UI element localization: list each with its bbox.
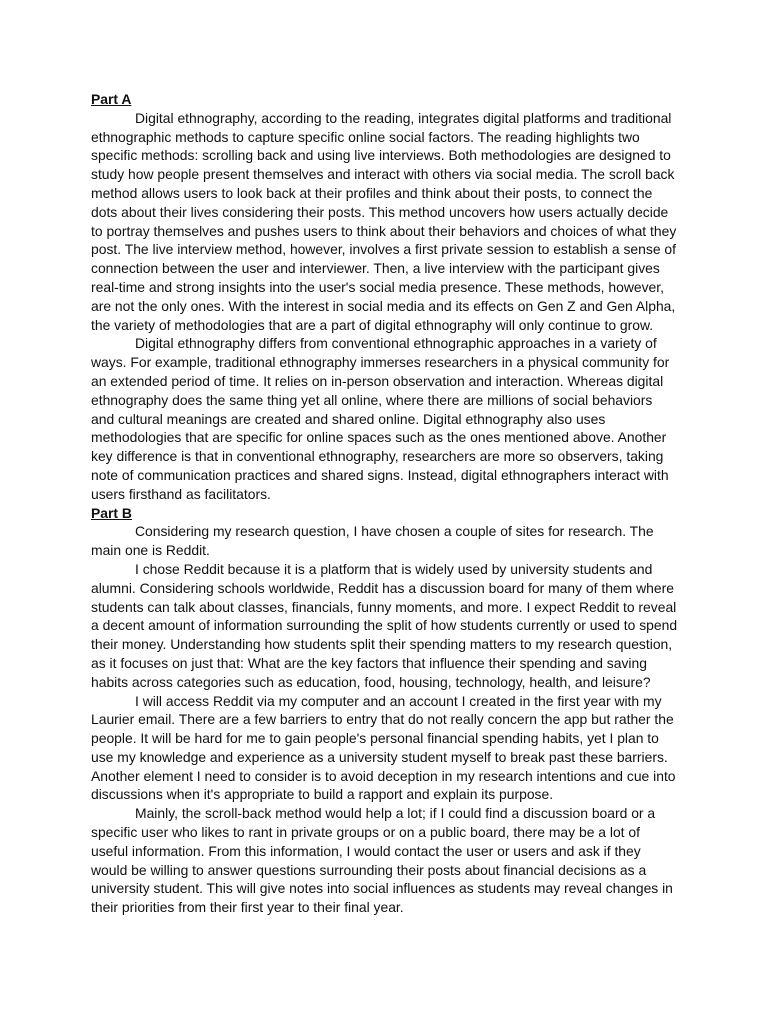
part-a-paragraph-2: Digital ethnography differs from conventional ethnographic approaches in a variety of ways. For example, traditional ethnography immerses researchers in a physical community for an extended period of time. It relies on in-person observation and interaction. Whereas digital ethnography does the same thing yet all online, where there are millions of social behaviors and cultural meanings are created and shared online. Digital ethnography also uses methodologies that are specific for online spaces such as the ones mentioned above. Another key difference is that in conventional ethnography, researchers are more so observers, taking note of communication practices and shared signs. Instead, digital ethnographers interact with users firsthand as facilitators. (91, 335, 670, 502)
part-b-paragraph-3: I will access Reddit via my computer and an account I created in the first year with my Laurier email. There are a few barriers to entry that do not really concern the app but rather the people. It will be hard for me to gain people's personal financial spending habits, yet I plan to use my knowledge and experience as a university student myself to break past these barriers. Another element I need to consider is to avoid deception in my research intentions and cue into discussions when it's appropriate to build a rapport and explain its purpose. (91, 692, 676, 803)
part-a-paragraph-1: Digital ethnography, according to the reading, integrates digital platforms and traditional ethnographic methods to capture specific online social factors. The reading highlights two specific methods: scrolling back and using live interviews. Both methodologies are designed to study how people present themselves and interact with others via social media. The scroll back method allows users to look back at their profiles and think about their posts, to connect the dots about their lives considering their posts. This method uncovers how users actually decide to portray themselves and pushes users to think about their behaviors and choices of what they post. The live interview method, however, involves a first private session to establish a sense of connection between the user and interviewer. Then, a live interview with the participant gives real-time and strong insights into the user's social media presence. These methods, however, are not the only ones. With the interest in social media and its effects on Gen Z and Gen Alpha, the variety of methodologies that are a part of digital ethnography will only continue to grow. (91, 109, 677, 333)
part-b-paragraph-1: Considering my research question, I have chosen a couple of sites for research. The main one is Reddit. (91, 523, 654, 559)
part-a-heading: Part A (91, 91, 132, 107)
document-page (91, 90, 679, 917)
part-b-heading: Part B (91, 504, 132, 521)
part-b-paragraph-4: Mainly, the scroll-back method would help a lot; if I could find a discussion board or a specific user who likes to rant in private groups or on a public board, there may be a lot of useful information. From this information, I would contact the user or users and ask if they would be willing to answer questions surrounding their posts about financial decisions as a university student. This will give notes into social influences as students may reveal changes in their priorities from their first year to their final year. (91, 805, 673, 916)
part-b-paragraph-2: I chose Reddit because it is a platform that is widely used by university students and alumni. Considering schools worldwide, Reddit has a discussion board for many of them where students can talk about classes, financials, funny moments, and more. I expect Reddit to reveal a decent amount of information surrounding the split of how students currently or used to spend their money. Understanding how students split their spending matters to my research question, as it focuses on just that: What are the key factors that influence their spending and saving habits across categories such as education, food, housing, technology, health, and leisure? (91, 560, 678, 690)
